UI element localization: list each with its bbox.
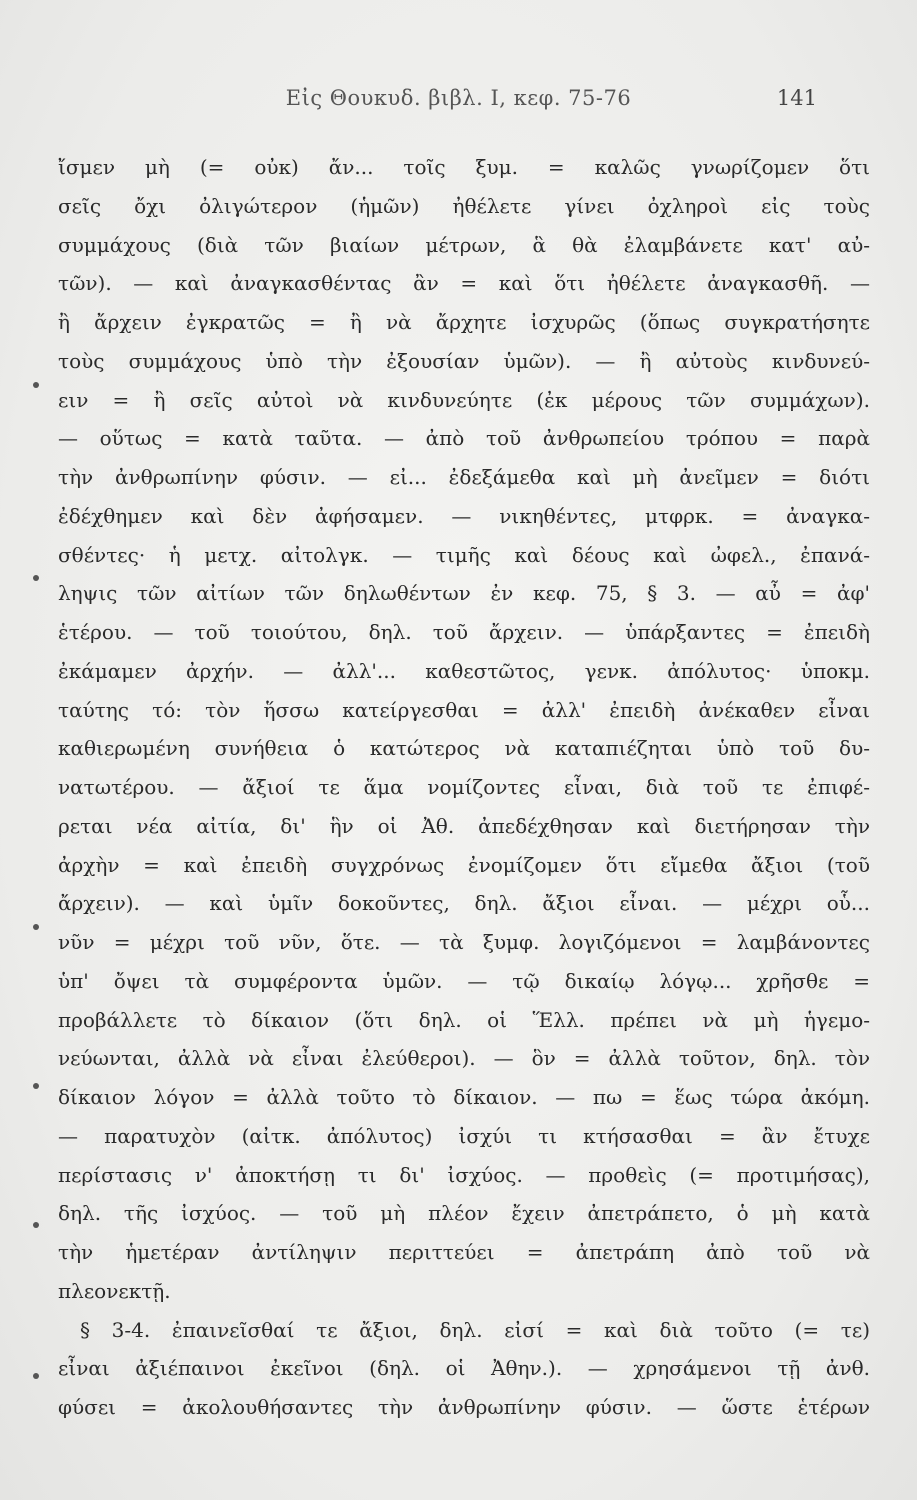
margin-mark [33, 382, 39, 388]
margin-mark [33, 924, 39, 930]
text-line: πλεονεκτῇ. [58, 1278, 171, 1303]
text-line: τὴν ἡμετέραν ἀντίληψιν περιττεύει = ἀπετράπη ἀπὸ τοῦ νὰ [58, 1240, 870, 1264]
text-line: ρεται νέα αἰτία, δι' ἣν οἱ Ἀθ. ἀπεδέχθησαν καὶ διετήρησαν τὴν [58, 813, 870, 838]
text-line: ειν = ἢ σεῖς αὐτοὶ νὰ κινδυνεύητε (ἐκ μέρους τῶν συμμάχων). [58, 387, 870, 412]
margin-mark [33, 575, 39, 581]
text-line: — παρατυχὸν (αἰτκ. ἀπόλυτος) ἰσχύι τι κτήσασθαι = ἂν ἔτυχε [58, 1123, 870, 1148]
text-line: ἄρχειν). — καὶ ὑμῖν δοκοῦντες, δηλ. ἄξιοι εἶναι. — μέχρι οὗ... [58, 891, 870, 916]
text-line: νῦν = μέχρι τοῦ νῦν, ὅτε. — τὰ ξυμφ. λογιζόμενοι = λαμβάνοντες [58, 930, 870, 954]
text-line: — οὕτως = κατὰ ταῦτα. — ἀπὸ τοῦ ἀνθρωπείου τρόπου = παρὰ [58, 426, 870, 451]
page-number: 141 [776, 86, 817, 110]
text-line: καθιερωμένη συνήθεια ὁ κατώτερος νὰ καταπιέζηται ὑπὸ τοῦ δυ- [58, 736, 870, 761]
text-line: τοὺς συμμάχους ὑπὸ τὴν ἐξουσίαν ὑμῶν). — ἢ αὐτοὺς κινδυνεύ- [58, 348, 870, 373]
text-line: τῶν). — καὶ ἀναγκασθέντας ἂν = καὶ ὅτι ἠθέλετε ἀναγκασθῆ. — [58, 271, 870, 296]
running-head-title: Εἰς Θουκυδ. βιβλ. Ι, κεφ. 75-76 [285, 86, 632, 110]
text-line: ἑτέρου. — τοῦ τοιούτου, δηλ. τοῦ ἄρχειν. — ὑπάρξαντες = ἐπειδὴ [58, 620, 870, 644]
text-line: νατωτέρου. — ἄξιοί τε ἅμα νομίζοντες εἶναι, διὰ τοῦ τε ἐπιφέ- [58, 775, 870, 799]
text-line: τὴν ἀνθρωπίνην φύσιν. — εἰ... ἐδεξάμεθα καὶ μὴ ἀνεῖμεν = διότι [58, 465, 870, 489]
text-line: ἢ ἄρχειν ἐγκρατῶς = ἢ νὰ ἄρχητε ἰσχυρῶς (ὅπως συγκρατήσητε [58, 310, 870, 334]
text-line: συμμάχους (διὰ τῶν βιαίων μέτρων, ἃ θὰ ἐλαμβάνετε κατ' αὐ- [58, 232, 870, 257]
text-line: νεύωνται, ἀλλὰ νὰ εἶναι ἐλεύθεροι). — ὃν = ἀλλὰ τοῦτον, δηλ. τὸν [58, 1046, 870, 1071]
text-line: προβάλλετε τὸ δίκαιον (ὅτι δηλ. οἱ Ἕλλ. πρέπει νὰ μὴ ἡγεμο- [58, 1007, 870, 1032]
text-line: ὑπ' ὄψει τὰ συμφέροντα ὑμῶν. — τῷ δικαίῳ λόγῳ... χρῆσθε = [58, 968, 870, 993]
text-line: ἐδέχθημεν καὶ δὲν ἀφήσαμεν. — νικηθέντες, μτφρκ. = ἀναγκα- [58, 503, 870, 528]
text-line: ἐκάμαμεν ἀρχήν. — ἀλλ'... καθεστῶτος, γενκ. ἀπόλυτος· ὑποκμ. [58, 658, 870, 683]
text-line: εἶναι ἀξιέπαινοι ἐκεῖνοι (δηλ. οἱ Ἀθην.). — χρησάμενοι τῇ ἀνθ. [58, 1356, 870, 1381]
text-line: § 3-4. ἐπαινεῖσθαί τε ἄξιοι, δηλ. εἰσί = καὶ διὰ τοῦτο (= τε) [80, 1317, 870, 1342]
text-line: ταύτης τό: τὸν ἥσσω κατείργεσθαι = ἀλλ' ἐπειδὴ ἀνέκαθεν εἶναι [58, 697, 870, 722]
text-line: περίστασις ν' ἀποκτήσῃ τι δι' ἰσχύος. — προθεὶς (= προτιμήσας), [58, 1162, 870, 1187]
text-line: ληψις τῶν αἰτίων τῶν δηλωθέντων ἐν κεφ. 75, § 3. — αὖ = ἀφ' [58, 581, 870, 606]
text-line: δίκαιον λόγον = ἀλλὰ τοῦτο τὸ δίκαιον. — πω = ἕως τώρα ἀκόμη. [58, 1085, 870, 1109]
text-line: φύσει = ἀκολουθήσαντες τὴν ἀνθρωπίνην φύσιν. — ὥστε ἑτέρων [58, 1395, 870, 1419]
margin-mark [33, 1373, 39, 1379]
text-line: ἀρχὴν = καὶ ἐπειδὴ συγχρόνως ἐνομίζομεν ὅτι εἴμεθα ἄξιοι (τοῦ [58, 852, 870, 877]
margin-mark [33, 1083, 39, 1089]
text-line: δηλ. τῆς ἰσχύος. — τοῦ μὴ πλέον ἔχειν ἀπετράπετο, ὁ μὴ κατὰ [58, 1201, 870, 1226]
text-line: σεῖς ὄχι ὀλιγώτερον (ἡμῶν) ἠθέλετε γίνει ὀχληροὶ εἰς τοὺς [58, 193, 870, 218]
commentary-text [58, 148, 870, 1427]
text-line: σθέντες· ἡ μετχ. αἰτολγκ. — τιμῆς καὶ δέους καὶ ὠφελ., ἐπανά- [58, 542, 870, 567]
margin-mark [33, 1222, 39, 1228]
text-line: ἴσμεν μὴ (= οὐκ) ἄν... τοῖς ξυμ. = καλῶς γνωρίζομεν ὅτι [58, 155, 870, 179]
running-head [0, 82, 917, 122]
